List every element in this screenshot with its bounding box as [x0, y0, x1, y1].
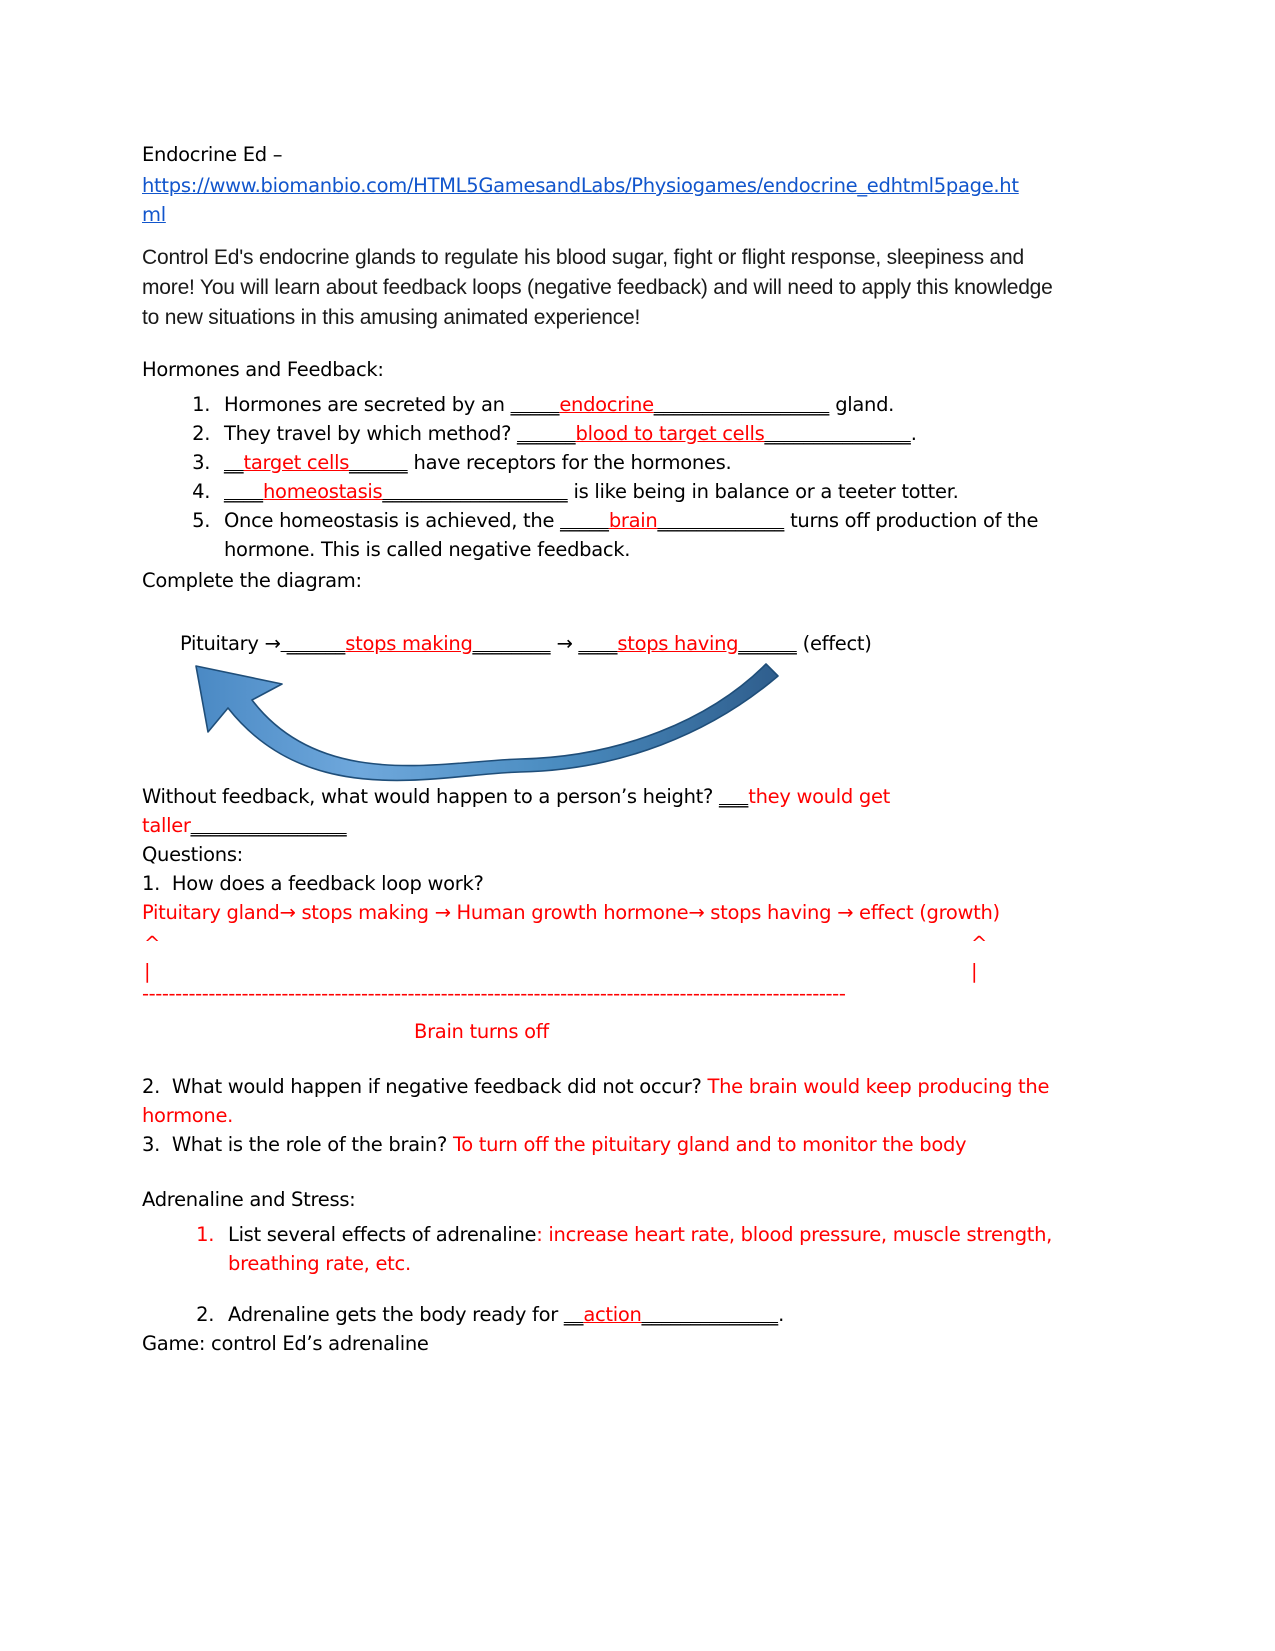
q1-blank-before: _____ [510, 393, 560, 416]
diagram-answer-1: stops making [345, 632, 473, 655]
q3-post: have receptors for the hormones. [407, 451, 732, 474]
diagram-blank-2: ____ [578, 632, 618, 655]
q3-answer: target cells [243, 451, 350, 474]
question-3 [142, 1130, 1072, 1159]
game-line: Game: control Ed’s adrenaline [142, 1332, 429, 1355]
spacer [142, 1046, 1072, 1072]
question-1-number: 1. [142, 872, 161, 895]
intro-paragraph: Control Ed's endocrine glands to regulate his blood sugar, fight or flight response, sleepiness and more! You will learn about feedback loops (negative feedback) and will need to apply this knowledge to new situations in this amusing animated experience! [142, 246, 1053, 329]
q1-blank-after: __________________ [653, 393, 830, 416]
without-feedback-blank-before: ___ [718, 785, 749, 808]
q5-post: turns off production of the hormone. This is called negative feedback. [224, 509, 1039, 561]
without-feedback-answer: they would get taller [142, 785, 891, 837]
without-feedback-blank-after: ________________ [190, 814, 347, 837]
q4-blank-before: ____ [224, 480, 263, 503]
pipe-right-icon: | [971, 960, 978, 983]
diagram-blank-2b: ______ [738, 632, 797, 655]
q3-blank-after: ______ [349, 451, 408, 474]
diagram-answer-2: stops having [617, 632, 739, 655]
source-url-part1[interactable]: https://www.biomanbio.com/HTML5GamesandLabs/Physiogames/endocrine_edhtml5page.ht [142, 174, 1019, 197]
complete-diagram-label: Complete the diagram: [142, 569, 362, 592]
hormones-list [142, 390, 1072, 564]
q1-post: gland. [829, 393, 895, 416]
diagram-arrow-2-icon: → [550, 632, 579, 655]
q4-answer: homeostasis [263, 480, 383, 503]
list-item [216, 448, 1072, 477]
feedback-diagram-line [142, 629, 1072, 658]
caret-right-icon: ^ [971, 932, 988, 955]
caret-left-icon: ^ [144, 932, 161, 955]
q1-pre: Hormones are secreted by an [224, 393, 511, 416]
question-2 [142, 1072, 1072, 1130]
question-3-answer: To turn off the pituitary gland and to monitor the body [452, 1133, 967, 1156]
q1-answer: endocrine [559, 393, 654, 416]
question-2-text: What would happen if negative feedback did not occur? [171, 1075, 708, 1098]
q4-post: is like being in balance or a teeter totter. [567, 480, 959, 503]
curved-arrow-icon [190, 662, 810, 782]
list-item [216, 419, 1072, 448]
adrenaline-2-answer: action [583, 1303, 642, 1326]
source-url-part2[interactable]: ml [142, 203, 166, 226]
spacer [142, 1159, 1072, 1185]
dashed-connector-line: ---------------------------------------------------------------------------------------------------------- [142, 985, 846, 1005]
adrenaline-heading: Adrenaline and Stress: [142, 1188, 356, 1211]
adrenaline-2-blank-after: ______________ [641, 1303, 779, 1326]
q2-post: . [910, 422, 917, 445]
diagram-start: Pituitary [180, 632, 265, 655]
adrenaline-2-pre: Adrenaline gets the body ready for [228, 1303, 564, 1326]
list-item [220, 1300, 1072, 1329]
question-2-number: 2. [142, 1075, 161, 1098]
list-item [216, 390, 1072, 419]
diagram-blank-1: ______ [280, 632, 346, 655]
questions-heading: Questions: [142, 843, 243, 866]
question-3-text: What is the role of the brain? [171, 1133, 453, 1156]
question-1-text: How does a feedback loop work? [171, 872, 484, 895]
q5-blank-before: _____ [560, 509, 609, 532]
q2-blank-before: ______ [517, 422, 576, 445]
adrenaline-2-post: . [778, 1303, 784, 1326]
q3-blank-before: __ [224, 451, 244, 474]
feedback-loop-ascii-diagram [142, 929, 1072, 1046]
document-title: Endocrine Ed – [142, 143, 283, 166]
adrenaline-1-pre: List several effects of adrenaline [228, 1223, 537, 1246]
diagram-end: (effect) [796, 632, 872, 655]
q5-pre: Once homeostasis is achieved, the [224, 509, 561, 532]
pipe-row [142, 957, 1072, 985]
adrenaline-1-answer: : increase heart rate, blood pressure, muscle strength, breathing rate, etc. [228, 1223, 1053, 1275]
adrenaline-2-blank-before: __ [563, 1303, 584, 1326]
question-3-number: 3. [142, 1133, 161, 1156]
adrenaline-list [142, 1220, 1072, 1329]
question-1 [142, 869, 1072, 898]
document-content [142, 140, 1072, 1358]
list-item [220, 1220, 1072, 1278]
q2-pre: They travel by which method? [224, 422, 518, 445]
question-2-answer: The brain would keep producing the hormone. [142, 1075, 1050, 1127]
diagram-arrow-1-icon: → [264, 632, 281, 655]
feedback-curved-arrow [142, 662, 1072, 782]
pipe-left-icon: | [144, 960, 151, 983]
source-url[interactable] [142, 171, 1072, 229]
hormones-heading: Hormones and Feedback: [142, 358, 384, 381]
list-item [216, 506, 1072, 564]
q5-blank-after: _____________ [657, 509, 785, 532]
caret-row [142, 929, 1072, 957]
q4-blank-after: ___________________ [382, 480, 568, 503]
loop-label: Brain turns off [414, 1020, 549, 1043]
list-item [216, 477, 1072, 506]
q2-blank-after: _______________ [764, 422, 911, 445]
diagram-blank-1b: ________ [472, 632, 551, 655]
q5-answer: brain [608, 509, 658, 532]
question-1-answer-chain: Pituitary gland→ stops making → Human growth hormone→ stops having → effect (growth) [142, 901, 1000, 924]
without-feedback-question [142, 782, 1072, 840]
q2-answer: blood to target cells [575, 422, 765, 445]
without-feedback-text: Without feedback, what would happen to a person’s height? [142, 785, 719, 808]
